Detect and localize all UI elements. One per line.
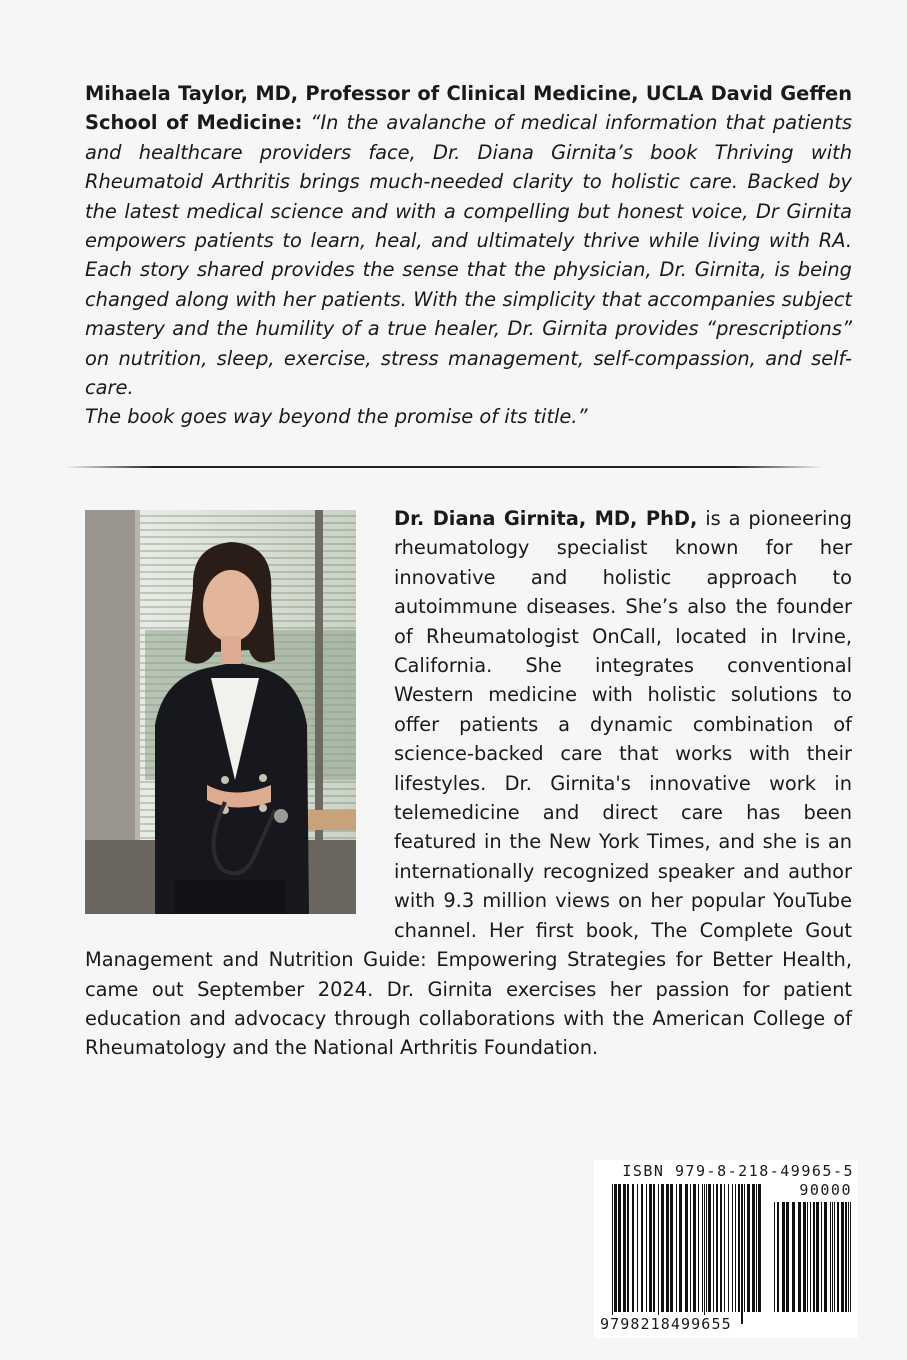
- barcode-bar: [813, 1202, 815, 1312]
- barcode-bar: [786, 1202, 789, 1312]
- barcode-bar: [774, 1202, 775, 1312]
- barcode-bar: [702, 1184, 703, 1312]
- barcode-bar: [837, 1202, 839, 1312]
- barcode-bar: [716, 1184, 718, 1312]
- barcode-bar: [690, 1184, 691, 1312]
- barcode-bar: [670, 1184, 673, 1312]
- barcode-bar: [708, 1184, 711, 1312]
- barcode-bar: [850, 1202, 851, 1312]
- barcode-bar: [848, 1202, 849, 1312]
- barcode-bar: [803, 1202, 806, 1312]
- barcode-bar: [661, 1184, 664, 1312]
- section-divider: [64, 466, 824, 468]
- barcode-bar: [653, 1184, 655, 1312]
- barcode-bar: [777, 1202, 779, 1312]
- barcode-bar: [732, 1184, 733, 1312]
- endorsement-quote: [85, 79, 852, 432]
- barcode-bar: [744, 1184, 745, 1312]
- author-name: Dr. Diana Girnita, MD, PhD,: [394, 507, 698, 530]
- author-portrait-illustration: [85, 510, 356, 914]
- barcode-bar: [679, 1184, 682, 1312]
- endorsement-closing: The book goes way beyond the promise of its title.”: [85, 405, 588, 429]
- barcode-bar: [623, 1184, 626, 1312]
- barcode-bar: [807, 1202, 808, 1312]
- barcode-bar: [758, 1184, 761, 1312]
- barcode-bar: [832, 1202, 833, 1312]
- barcode-bar: [816, 1202, 819, 1312]
- barcode-bar: [698, 1184, 699, 1312]
- barcode-bar: [821, 1202, 822, 1312]
- barcode-bar: [735, 1184, 736, 1312]
- barcode-bar: [792, 1202, 795, 1312]
- barcode-bar: [747, 1184, 750, 1312]
- barcode-bar: [841, 1202, 844, 1312]
- barcode-bar: [798, 1202, 801, 1312]
- barcode-bar: [738, 1184, 740, 1312]
- isbn-label: ISBN 979-8-218-49965-5: [622, 1162, 854, 1180]
- barcode-bar: [693, 1184, 696, 1312]
- barcode-addon-bars: [774, 1202, 852, 1324]
- barcode-bar: [720, 1184, 722, 1312]
- barcode-bar: [632, 1184, 634, 1312]
- barcode-bar: [646, 1184, 647, 1312]
- barcode-bar: [618, 1184, 621, 1312]
- barcode-bar: [834, 1202, 835, 1312]
- ean-digits: 9798218499655: [600, 1315, 732, 1333]
- barcode-bar: [612, 1184, 613, 1324]
- barcode-bar: [756, 1184, 757, 1312]
- barcode-bar: [728, 1184, 729, 1312]
- barcode-bar: [649, 1184, 652, 1312]
- barcode-bar: [782, 1202, 785, 1312]
- barcode-bar: [614, 1184, 617, 1312]
- barcode-bar: [752, 1184, 755, 1312]
- barcode-bar: [713, 1184, 714, 1312]
- barcode-bar: [810, 1202, 811, 1312]
- barcode-bar: [824, 1202, 827, 1312]
- barcode-bar: [641, 1184, 643, 1312]
- barcode-bar: [741, 1184, 743, 1324]
- barcode-main-bars: [612, 1184, 762, 1324]
- endorsement-text: “In the avalanche of medical information that patients and healthcare providers face, Dr. Diana Girnita’s book Thriving with Rheumatoid Arthritis brings much-needed clarity to holistic care. Backed by the latest medical science and with a compelling but honest voice, Dr Girnita empowers patients to learn, heal, and ultimately thrive while living with RA. Each story shared provides the sense that the physician, Dr. Girnita, is being changed along with her patients. With the simplicity that accompanies subject mastery and the humility of a true healer, Dr. Girnita provides “prescriptions” on nutrition, sleep, exercise, stress management, self-compassion, and self-care.: [85, 111, 853, 400]
- author-photo: [85, 510, 356, 914]
- barcode-bar: [685, 1184, 688, 1312]
- price-code: 90000: [799, 1181, 852, 1199]
- barcode-bar: [666, 1184, 669, 1312]
- barcode-bar: [658, 1184, 659, 1324]
- author-bio: [85, 504, 852, 1063]
- barcode-bar: [627, 1184, 629, 1312]
- endorsement-author: Mihaela Taylor, MD, Professor of Clinical Medicine, UCLA David Geffen School of Medicine:: [85, 82, 852, 135]
- barcode-bar: [676, 1184, 677, 1312]
- barcode-bar: [845, 1202, 847, 1312]
- barcode-bar: [724, 1184, 725, 1312]
- barcode-bar: [704, 1184, 705, 1324]
- barcode-bar: [830, 1202, 831, 1312]
- isbn-barcode: [594, 1160, 858, 1338]
- bio-text: is a pioneering rheumatology specialist known for her innovative and holistic approach to autoimmune diseases. She’s also the founder of Rheumatologist OnCall, located in Irvine, California. She integrates conventional Western medicine with holistic solutions to offer patients a dynamic combination of science-backed care that works with their lifestyles. Dr. Girnita's innovative work in telemedicine and direct care has been featured in the New York Times, and she is an internationally recognized speaker and author with 9.3 million views on her popular YouTube channel. Her first book, The Complete Gout Management and Nutrition Guide: Empowering Strategies for Better Health, came out September 2024. Dr. Girnita exercises her passion for patient education and advocacy through collaborations with the American College of Rheumatology and the National Arthritis Foundation.: [85, 507, 852, 1060]
- barcode-bar: [637, 1184, 638, 1312]
- barcode-bar: [706, 1184, 707, 1312]
